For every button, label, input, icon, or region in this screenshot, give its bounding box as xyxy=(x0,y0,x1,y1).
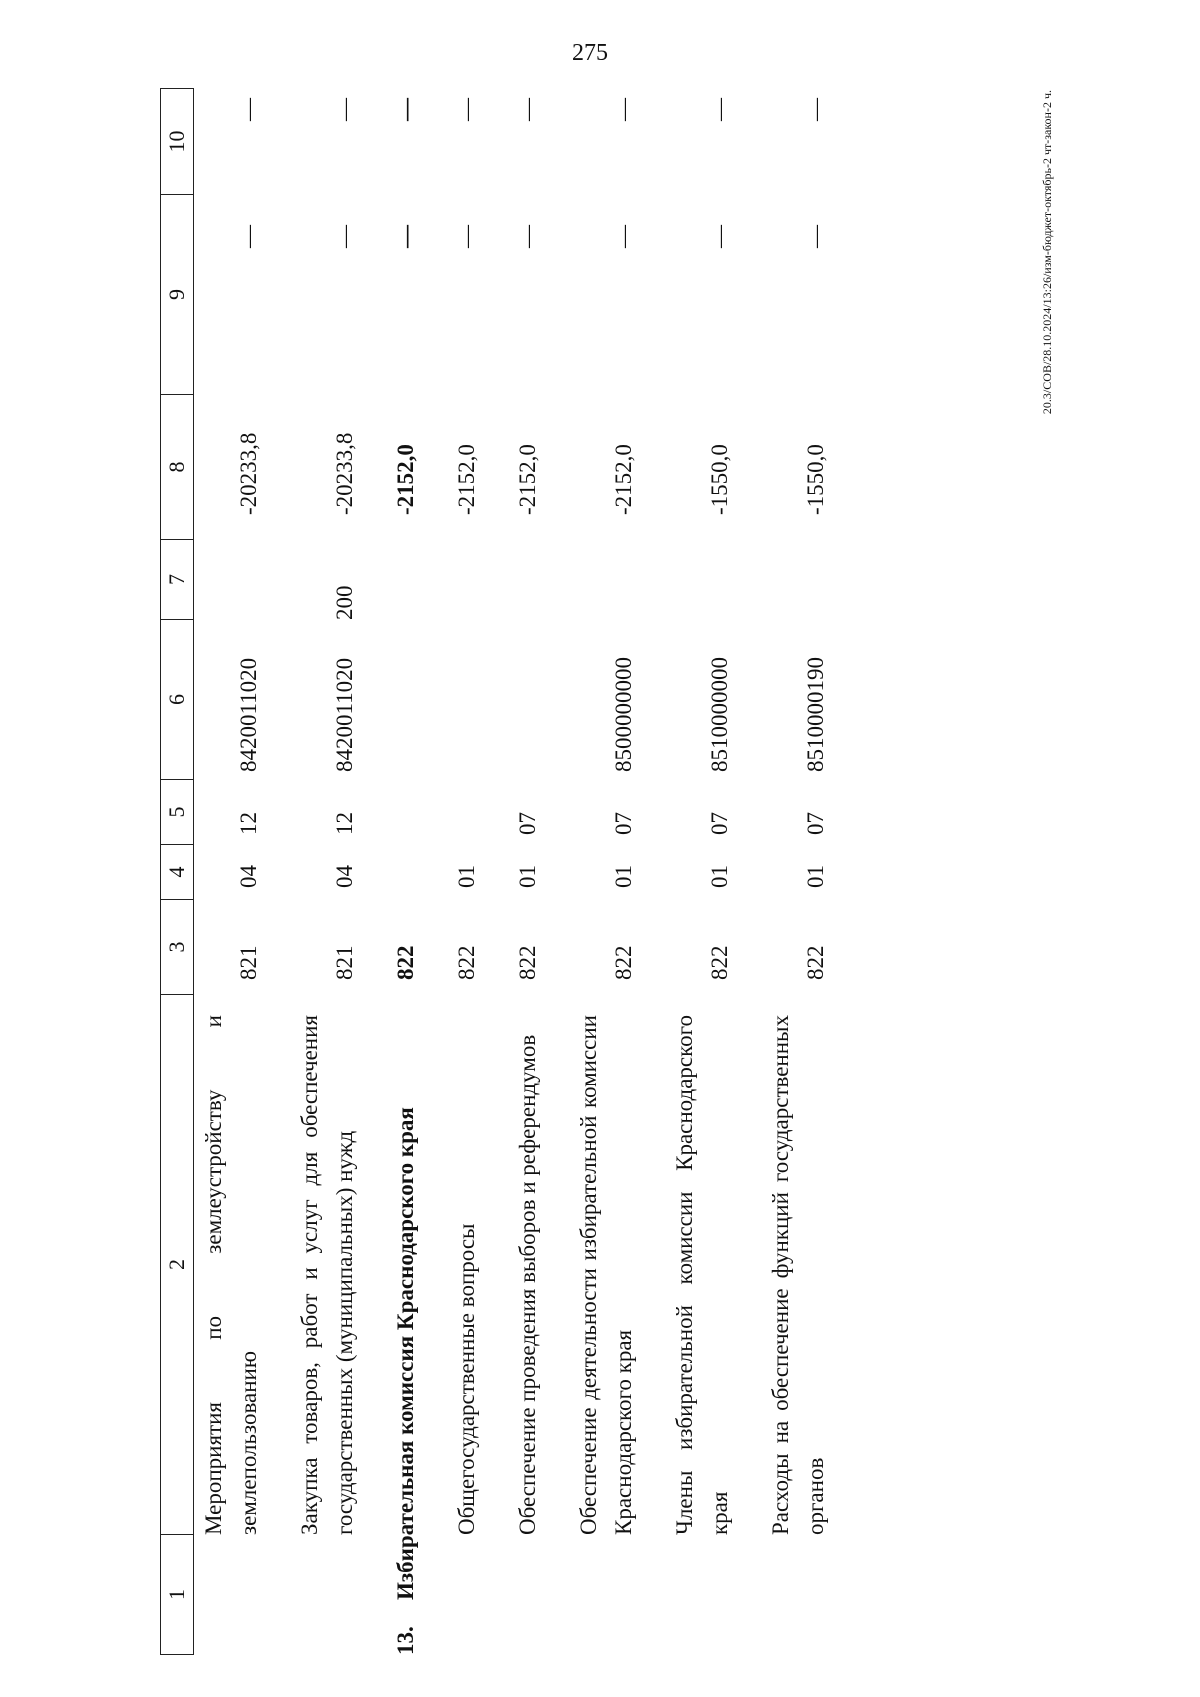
header-cell: 3 xyxy=(161,899,193,994)
cell-c8: -2152,0 xyxy=(393,444,418,515)
table-row xyxy=(763,90,833,1655)
cell-c8: -2152,0 xyxy=(515,444,540,515)
cell-c9: — xyxy=(393,225,418,248)
cell-c6: 8420011020 xyxy=(332,657,357,772)
cell-c3: 821 xyxy=(236,945,261,980)
cell-c3: 822 xyxy=(707,945,732,980)
cell-c10: — xyxy=(707,98,732,121)
table-row xyxy=(388,90,423,1655)
cell-c7: 200 xyxy=(332,585,357,620)
cell-c6: 8510000000 xyxy=(707,657,732,772)
cell-c3: 822 xyxy=(515,945,540,980)
cell-c10: — xyxy=(611,98,636,121)
cell-c9: — xyxy=(611,225,636,248)
cell-c3: 821 xyxy=(332,945,357,980)
cell-c3: 822 xyxy=(803,945,828,980)
cell-c3: 822 xyxy=(393,945,418,980)
cell-c2: Общегосударственные вопросы xyxy=(454,1223,479,1535)
cell-c9: — xyxy=(803,225,828,248)
cell-c4: 01 xyxy=(707,865,732,888)
table-row xyxy=(510,90,545,1655)
cell-c8: -20233,8 xyxy=(236,432,261,515)
cell-c6: 8500000000 xyxy=(611,657,636,772)
header-cell: 5 xyxy=(161,779,193,844)
cell-c9: — xyxy=(454,225,479,248)
cell-c4: 01 xyxy=(454,865,479,888)
header-cell: 1 xyxy=(161,1534,193,1654)
header-cell: 4 xyxy=(161,844,193,899)
cell-c8: -2152,0 xyxy=(611,444,636,515)
table-body xyxy=(196,90,859,1655)
header-cell: 6 xyxy=(161,619,193,779)
cell-c5: 07 xyxy=(803,812,828,835)
cell-c5: 07 xyxy=(515,812,540,835)
cell-c1: 13. xyxy=(393,1626,418,1655)
table-row xyxy=(667,90,737,1655)
footer-reference: 20.3/СОВ/28.10.2024/13:26/изм-бюджет-октябрь-2 чт-закон-2 ч. xyxy=(1040,90,1054,415)
header-cell: 9 xyxy=(161,194,193,394)
table-row xyxy=(292,90,362,1655)
cell-c2: Обеспечение деятельности избирательной комиссии Краснодарского края xyxy=(576,1015,636,1535)
header-cell: 8 xyxy=(161,394,193,539)
table-row xyxy=(196,90,266,1655)
cell-c9: — xyxy=(707,225,732,248)
cell-c4: 01 xyxy=(515,865,540,888)
cell-c2: Обеспечение проведения выборов и референдумов xyxy=(515,1034,540,1535)
cell-c5: 07 xyxy=(611,812,636,835)
cell-c9: — xyxy=(515,225,540,248)
cell-c4: 04 xyxy=(236,865,261,888)
header-cell: 7 xyxy=(161,539,193,619)
cell-c10: — xyxy=(454,98,479,121)
cell-c2: Закупка товаров, работ и услуг для обеспечения государственных (муниципальных) нужд xyxy=(297,1015,357,1535)
table-row xyxy=(571,90,641,1655)
cell-c5: 12 xyxy=(332,812,357,835)
cell-c6: 8510000190 xyxy=(803,657,828,772)
cell-c8: -1550,0 xyxy=(803,444,828,515)
cell-c2: Мероприятия по землеустройству и землепользованию xyxy=(201,1015,261,1535)
cell-c2: Члены избирательной комиссии Краснодарского края xyxy=(672,1015,732,1535)
cell-c8: -1550,0 xyxy=(707,444,732,515)
cell-c8: -2152,0 xyxy=(454,444,479,515)
cell-c4: 04 xyxy=(332,865,357,888)
header-cell: 10 xyxy=(164,130,189,153)
cell-c5: 07 xyxy=(707,812,732,835)
cell-c3: 822 xyxy=(611,945,636,980)
cell-c8: -20233,8 xyxy=(332,432,357,515)
cell-c4: 01 xyxy=(803,865,828,888)
cell-c2: Расходы на обеспечение функций государственных органов xyxy=(768,1015,828,1535)
cell-c10: — xyxy=(515,98,540,121)
cell-c9: — xyxy=(332,225,357,248)
table-header-row xyxy=(160,88,194,1655)
page-number: 275 xyxy=(572,40,608,66)
table-row xyxy=(449,90,484,1655)
cell-c6: 8420011020 xyxy=(236,657,261,772)
header-cell: 2 xyxy=(161,994,193,1534)
cell-c10: — xyxy=(803,98,828,121)
cell-c5: 12 xyxy=(236,812,261,835)
cell-c2: Избирательная комиссия Краснодарского края xyxy=(393,1107,418,1600)
cell-c10: — xyxy=(393,98,418,121)
cell-c9: — xyxy=(236,225,261,248)
cell-c10: — xyxy=(236,98,261,121)
cell-c3: 822 xyxy=(454,945,479,980)
cell-c10: — xyxy=(332,98,357,121)
cell-c4: 01 xyxy=(611,865,636,888)
